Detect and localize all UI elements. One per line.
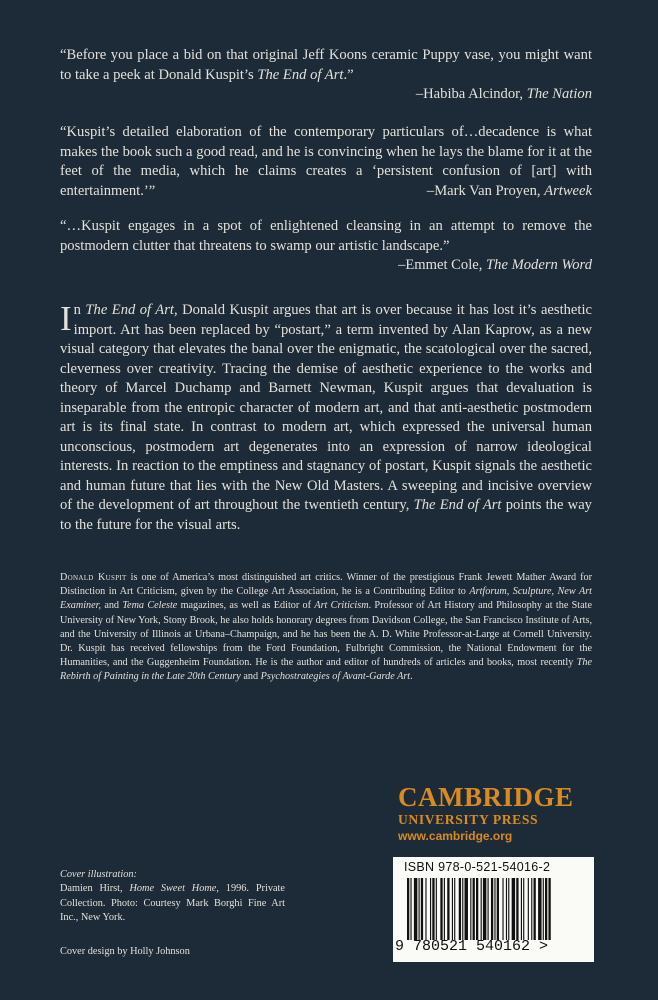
isbn-label: ISBN 978-0-521-54016-2 [404,860,551,874]
review-quote-2 [60,123,592,201]
bio-text: . Professor of Art History and Philosophy at the State University of New York, Stony Brook, he also holds honorary degrees from Davidson College, the San Francisco Institute of Arts, and the University of Illinois at Urbana–Champaign, and he has been the A. D. White Professor-at-Large at Cornell University. Dr. Kuspit has received fellowships from the Ford Foundation, Fulbright Commission, the National Endowment for the Humanities, and the Guggenheim Foundation. He is the author and editor of hundreds of articles and books, most recently [60,600,592,669]
review-quote-1 [60,46,592,105]
publisher-url: www.cambridge.org [398,829,513,843]
description-text: points the way to the future for the visual arts. [60,497,592,534]
description-text: n [73,302,86,318]
drop-cap: I [60,299,72,338]
credit-text: , 1996. Private Collection. Photo: Courtesy Mark Borghi Fine Art Inc., New York. [60,883,285,923]
attribution-source: The Modern Word [486,257,592,273]
credit-work-title: Home Sweet Home [129,883,217,895]
description-book-title: The End of Art [413,497,502,514]
quote-text: “Before you place a bid on that original Jeff Koons ceramic Puppy vase, you might want to take a peek at Donald Kuspit’s [60,47,592,83]
bio-text: is one of America’s most distinguished art critics. Winner of the prestigious Frank Jewett Mather Award for Distinction in Art Criticism, given by the College Art Association, he is a Contributing Editor to [60,572,592,598]
review-quote-3 [60,217,592,276]
publisher-logo [398,783,588,844]
attribution-name: –Habiba Alcindor, [415,86,527,102]
description-book-title: The End of Art [85,302,174,318]
quote-text: “Kuspit’s detailed elaboration of the contemporary particulars of…decadence is what makes the book such a good read, and he is convincing when he lays the blame for it at the feet of the media, which he claims creates a ‘persistent confusion of [art] with entertainment.’” [60,124,592,199]
attribution-source: The Nation [526,86,592,102]
book-title: The Rebirth of Painting in the Late 20th Century [60,657,592,683]
attribution-name: –Mark Van Proyen, [426,182,545,199]
isbn-barcode [393,857,594,962]
quote-text: “…Kuspit engages in a spot of enlightened cleansing in an attempt to remove the postmodern clutter that threatens to swamp our artistic landscape.” [60,218,592,254]
barcode-bars [407,878,583,940]
magazine-title: Artforum, Sculpture, New Art Examiner, [60,586,592,612]
attribution-name: –Emmet Cole, [398,257,487,273]
attribution-source: Artweek [544,182,592,199]
credit-label: Cover illustration: [60,869,137,880]
book-description [60,301,592,536]
quote-book-title: The End of Art [257,66,344,83]
cover-illustration-credit [60,868,285,925]
publisher-name: CAMBRIDGE [398,782,574,812]
bio-text: . [410,671,413,683]
bio-text: and [101,600,123,612]
magazine-title: Tema Celeste [122,600,178,612]
quote-attribution [60,256,592,276]
bio-text: and [240,671,261,683]
cover-design-credit: Cover design by Holly Johnson [60,946,190,957]
barcode-digits: 9 780521 540162 > [395,938,549,955]
author-name: Donald Kuspit [60,572,127,583]
quote-text-end: .” [343,66,354,83]
publisher-subtitle: UNIVERSITY PRESS [398,812,539,827]
quote-attribution [60,85,592,105]
magazine-title: Art Criticism [314,600,369,612]
bio-text: magazines, as well as Editor of [177,600,315,612]
description-text: , Donald Kuspit argues that art is over because it has lost it’s aesthetic import. Art has been replaced by “postart,” a term invented by Alan Kaprow, as a new visual category that elevates the banal over the enigmatic, the scatological over the sacred, cleverness over creativity. Tracing the demise of aesthetic experience to the works and theory of Marcel Duchamp and Barnett Newman, Kuspit argues that devaluation is inseparable from the entropic character of modern art, and that anti-aesthetic postmodern art is its final state. In contrast to modern art, which expressed the universal human unconscious, postmodern art degenerates into an expression of narrow ideological interests. In reaction to the emptiness and stagnancy of postart, Kuspit signals the aesthetic and human future that lies with the New Old Masters. A sweeping and incisive overview of the development of art throughout the twentieth century, [60,302,592,514]
author-bio [60,571,592,685]
book-title: Psychostrategies of Avant-Garde Art [260,671,411,683]
credit-artist: Damien Hirst, [60,883,130,895]
